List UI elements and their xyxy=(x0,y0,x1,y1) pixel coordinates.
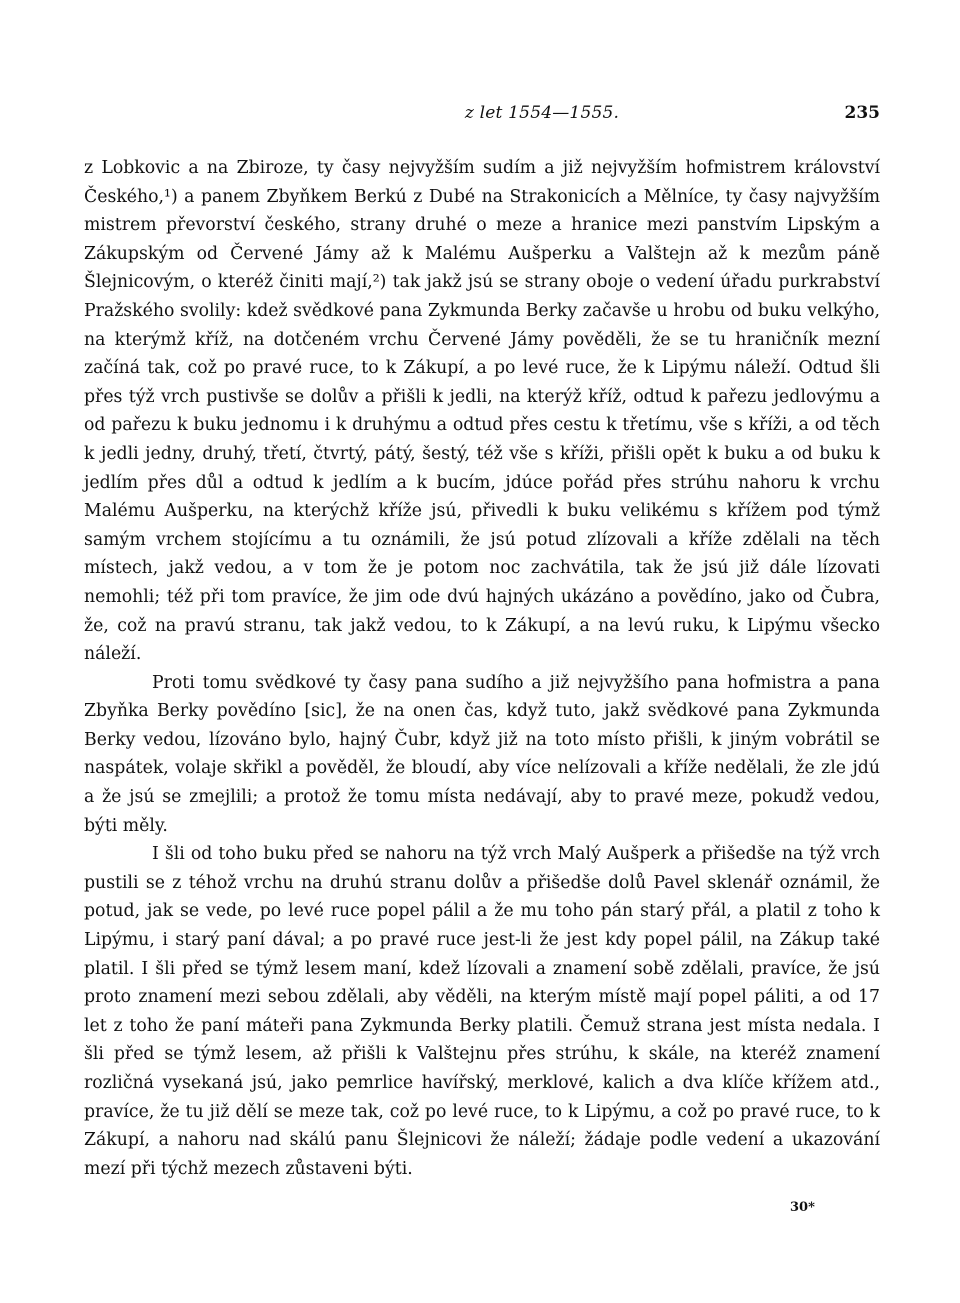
paragraph-1: z Lobkovic a na Zbiroze, ty časy nejvyžším sudím a již nejvyžším hofmistrem království Českého,¹) a panem Zbyňkem Berkú z Dubé na Strakonicích a Mělníce, ty časy najvyžším mistrem převorství českého, strany druhé o meze a hranice mezi panstvím Lipským a Zákupským od Červené Jámy až k Malému Aušperku a Valštejn až k mezům páně Šlejnicovým, o kteréž činiti mají,²) tak jakž jsú se strany oboje o vedení úřadu purkrabství Pražského svolily: kdež svědkové pana Zykmunda Berky začavše u hrobu od buku velkýho, na kterýmž kříž, na dotčeném vrchu Červené Jámy pověděli, že se tu hraničník mezní začíná tak, což po pravé ruce, to k Zákupí, a po levé ruce, že k Lipýmu náleží. Odtud šli přes týž vrch pustivše se dolův a přišli k jedli, na kterýž kříž, odtud k pařezu jedlovýmu a od pařezu k buku jednomu i k druhýmu a odtud přes cestu k třetímu, vše s kříži, a od těch k jedli jedny, druhý, třetí, čtvrtý, pátý, šestý, též vše s kříži, přišli opět k buku a od buku k jedlím přes důl a odtud k jedlím a k bucím, jdúce pořád přes strúhu nahoru k vrchu Malému Aušperku, na kterýchž kříže jsú, přivedli k buku velikému s křížem pod týmž samým vrchem stojícímu a tu oznámili, že jsú potud zlízovali a kříže zdělali na těch místech, jakž vedou, a v tom že je potom noc zachvátila, tak že jsú již dále lízovati nemohli; též při tom pravíce, že jim ode dvú hajných ukázáno a povědíno, jako od Čubra, že, což na pravú stranu, tak jakž vedou, to k Zákupí, a na levú ruku, k Lipýmu všecko náleží. xyxy=(84,158,880,665)
signature-mark: 30* xyxy=(790,1200,815,1215)
page-body xyxy=(84,154,880,1183)
paragraph-2: Proti tomu svědkové ty časy pana sudího a již nejvyžšího pana hofmistra a pana Zbyňka Berky povědíno [sic], že na onen čas, když tuto, jakž svědkové pana Zykmunda Berky vedou, lízováno bylo, hajný Čubr, když již na toto místo přišli, k jiným vobrátil se naspátek, volaje skřikl a pověděl, že bloudí, aby více nelízovali a kříže nedělali, že zle jdú a že jsú se zmejlili; a protož že tomu místa nedávají, aby to pravé meze, pokudž vedou, býti měly. xyxy=(84,672,880,836)
page-header xyxy=(84,103,880,129)
paragraph-3: I šli od toho buku před se nahoru na týž vrch Malý Aušperk a přišedše na týž vrch pustili se z téhož vrchu na druhú stranu dolův a přišedše dolů Pavel sklenář oznámil, že potud, jak se vede, po levé ruce popel pálil a že mu toho pán starý přál, a platil z toho k Lipýmu, i starý paní dával; a po pravé ruce jest-li že jest kdy popel pálil, na Zákup také platil. I šli před se týmž lesem maní, kdež lízovali a znamení sobě zdělali, pravíce, že jsú proto znamení mezi sebou zdělali, aby věděli, na kterým místě mají popel páliti, a od 17 let z toho že paní máteři pana Zykmunda Berky platili. Čemuž strana jest místa nedala. I šli před se týmž lesem, až přišli k Valštejnu přes strúhu, k skále, na kteréž znamení rozličná vysekaná jsú, jako pemrlice havířský, merklové, kalich a dva klíče křížem atd., pravíce, že tu již dělí se meze tak, což po levé ruce, to k Lipýmu, a což po pravé ruce, to k Zákupí, a nahoru nad skálú panu Šlejnicovi že náleží; žádaje podle vedení a ukazování mezí při týchž mezech zůstaveni býti. xyxy=(84,844,880,1179)
running-title: z let 1554—1555. xyxy=(464,103,620,123)
page-number: 235 xyxy=(844,103,880,123)
